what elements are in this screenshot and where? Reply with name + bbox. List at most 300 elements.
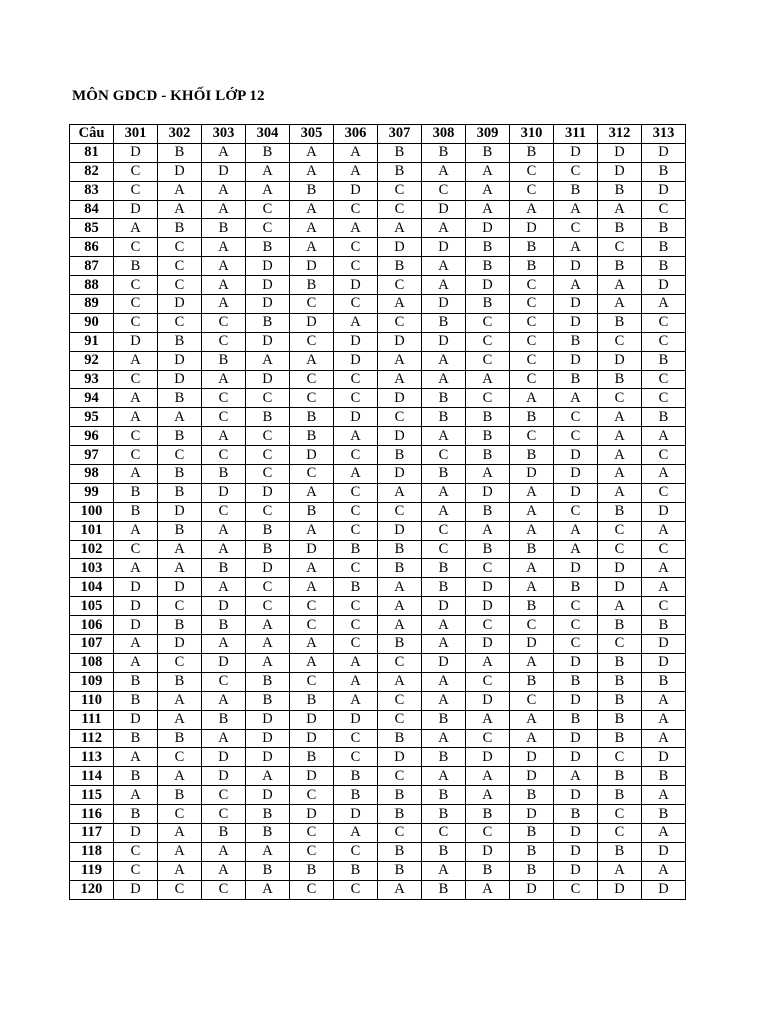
question-number: 116 xyxy=(70,805,114,824)
answer-cell: C xyxy=(202,332,246,351)
question-number: 90 xyxy=(70,313,114,332)
table-row xyxy=(70,653,686,672)
answer-cell: C xyxy=(290,389,334,408)
answer-cell: D xyxy=(422,295,466,314)
answer-cell: D xyxy=(114,200,158,219)
table-row xyxy=(70,672,686,691)
answer-cell: C xyxy=(290,880,334,899)
table-row xyxy=(70,861,686,880)
answer-cell: D xyxy=(378,748,422,767)
answer-cell: C xyxy=(466,332,510,351)
question-number: 96 xyxy=(70,427,114,446)
answer-cell: D xyxy=(334,181,378,200)
answer-cell: C xyxy=(642,446,686,465)
answer-cell: C xyxy=(114,427,158,446)
answer-cell: B xyxy=(598,502,642,521)
answer-cell: C xyxy=(598,389,642,408)
table-row xyxy=(70,842,686,861)
answer-cell: A xyxy=(422,691,466,710)
answer-cell: D xyxy=(334,710,378,729)
answer-cell: B xyxy=(158,616,202,635)
answer-cell: D xyxy=(598,162,642,181)
answer-cell: D xyxy=(378,238,422,257)
answer-cell: D xyxy=(554,729,598,748)
question-number: 83 xyxy=(70,181,114,200)
answer-cell: D xyxy=(246,729,290,748)
answer-cell: B xyxy=(334,861,378,880)
answer-cell: B xyxy=(246,540,290,559)
question-number: 93 xyxy=(70,370,114,389)
answer-cell: D xyxy=(114,880,158,899)
answer-cell: A xyxy=(642,823,686,842)
answer-cell: B xyxy=(422,578,466,597)
answer-cell: D xyxy=(598,880,642,899)
answer-cell: B xyxy=(378,861,422,880)
answer-cell: D xyxy=(510,805,554,824)
question-number: 115 xyxy=(70,786,114,805)
answer-cell: B xyxy=(510,257,554,276)
answer-cell: D xyxy=(246,786,290,805)
answer-cell: B xyxy=(114,691,158,710)
answer-cell: A xyxy=(290,559,334,578)
page-title: MÔN GDCD - KHỐI LỚP 12 xyxy=(72,88,265,104)
answer-cell: C xyxy=(202,880,246,899)
answer-cell: D xyxy=(114,616,158,635)
answer-cell: C xyxy=(114,370,158,389)
answer-cell: C xyxy=(114,313,158,332)
question-number: 99 xyxy=(70,483,114,502)
answer-cell: D xyxy=(334,351,378,370)
question-number: 103 xyxy=(70,559,114,578)
answer-cell: B xyxy=(114,483,158,502)
answer-cell: B xyxy=(246,805,290,824)
answer-cell: A xyxy=(378,351,422,370)
header-exam-code: 304 xyxy=(246,125,290,144)
answer-cell: B xyxy=(466,861,510,880)
answer-cell: B xyxy=(290,748,334,767)
answer-cell: B xyxy=(510,143,554,162)
table-row xyxy=(70,767,686,786)
answer-cell: D xyxy=(290,257,334,276)
answer-cell: D xyxy=(554,559,598,578)
answer-cell: D xyxy=(114,578,158,597)
answer-cell: D xyxy=(334,805,378,824)
answer-cell: B xyxy=(554,370,598,389)
answer-cell: A xyxy=(246,162,290,181)
answer-cell: B xyxy=(202,823,246,842)
answer-cell: A xyxy=(114,653,158,672)
answer-cell: A xyxy=(422,767,466,786)
answer-cell: C xyxy=(334,597,378,616)
answer-cell: C xyxy=(246,200,290,219)
table-row xyxy=(70,427,686,446)
answer-cell: B xyxy=(246,238,290,257)
table-row xyxy=(70,502,686,521)
answer-cell: A xyxy=(642,521,686,540)
table-row xyxy=(70,313,686,332)
answer-cell: B xyxy=(290,276,334,295)
answer-cell: B xyxy=(334,540,378,559)
answer-cell: C xyxy=(554,597,598,616)
answer-cell: D xyxy=(158,351,202,370)
answer-cell: D xyxy=(114,597,158,616)
answer-cell: A xyxy=(598,597,642,616)
answer-cell: C xyxy=(334,446,378,465)
answer-cell: C xyxy=(642,370,686,389)
answer-cell: B xyxy=(290,861,334,880)
answer-cell: B xyxy=(466,446,510,465)
table-row xyxy=(70,295,686,314)
answer-cell: A xyxy=(202,540,246,559)
answer-cell: A xyxy=(466,465,510,484)
answer-cell: A xyxy=(642,729,686,748)
answer-cell: B xyxy=(246,143,290,162)
answer-cell: B xyxy=(510,408,554,427)
table-row xyxy=(70,616,686,635)
answer-cell: A xyxy=(158,823,202,842)
answer-cell: B xyxy=(158,672,202,691)
answer-cell: A xyxy=(246,635,290,654)
question-number: 102 xyxy=(70,540,114,559)
answer-cell: A xyxy=(510,729,554,748)
answer-cell: B xyxy=(598,672,642,691)
answer-cell: D xyxy=(554,143,598,162)
answer-cell: B xyxy=(642,672,686,691)
answer-cell: A xyxy=(378,597,422,616)
answer-cell: A xyxy=(642,578,686,597)
answer-cell: B xyxy=(554,181,598,200)
answer-cell: C xyxy=(510,427,554,446)
answer-cell: B xyxy=(642,219,686,238)
answer-cell: D xyxy=(598,559,642,578)
answer-cell: C xyxy=(466,823,510,842)
answer-cell: A xyxy=(422,370,466,389)
answer-cell: A xyxy=(598,427,642,446)
answer-cell: B xyxy=(378,842,422,861)
answer-cell: A xyxy=(466,370,510,389)
answer-cell: A xyxy=(466,653,510,672)
answer-cell: B xyxy=(202,351,246,370)
answer-cell: C xyxy=(158,276,202,295)
table-row xyxy=(70,805,686,824)
answer-cell: B xyxy=(466,238,510,257)
answer-cell: C xyxy=(246,597,290,616)
answer-cell: C xyxy=(158,748,202,767)
answer-cell: B xyxy=(598,786,642,805)
answer-cell: A xyxy=(158,691,202,710)
answer-cell: A xyxy=(598,200,642,219)
answer-cell: A xyxy=(642,786,686,805)
answer-cell: B xyxy=(246,691,290,710)
table-row xyxy=(70,559,686,578)
answer-cell: C xyxy=(378,653,422,672)
answer-cell: C xyxy=(158,257,202,276)
answer-cell: D xyxy=(554,861,598,880)
answer-cell: D xyxy=(642,276,686,295)
answer-cell: A xyxy=(202,861,246,880)
answer-cell: A xyxy=(114,748,158,767)
answer-cell: B xyxy=(422,786,466,805)
answer-cell: B xyxy=(422,805,466,824)
answer-cell: C xyxy=(158,446,202,465)
answer-cell: A xyxy=(422,635,466,654)
answer-cell: B xyxy=(598,313,642,332)
answer-cell: A xyxy=(642,710,686,729)
answer-cell: B xyxy=(598,691,642,710)
answer-cell: A xyxy=(378,370,422,389)
table-header-row xyxy=(70,125,686,144)
answer-cell: A xyxy=(202,729,246,748)
answer-cell: D xyxy=(598,578,642,597)
answer-cell: B xyxy=(114,805,158,824)
answer-cell: A xyxy=(334,313,378,332)
answer-cell: A xyxy=(642,861,686,880)
answer-cell: D xyxy=(510,635,554,654)
answer-cell: B xyxy=(598,767,642,786)
answer-cell: A xyxy=(378,616,422,635)
answer-cell: D xyxy=(114,823,158,842)
answer-cell: B xyxy=(202,710,246,729)
answer-cell: B xyxy=(598,842,642,861)
answer-cell: B xyxy=(510,672,554,691)
answer-cell: A xyxy=(202,842,246,861)
answer-cell: B xyxy=(466,257,510,276)
answer-cell: D xyxy=(202,597,246,616)
answer-cell: D xyxy=(334,276,378,295)
answer-cell: B xyxy=(598,616,642,635)
question-number: 107 xyxy=(70,635,114,654)
answer-cell: A xyxy=(202,521,246,540)
answer-cell: B xyxy=(642,616,686,635)
answer-cell: A xyxy=(598,861,642,880)
answer-cell: B xyxy=(246,521,290,540)
answer-cell: B xyxy=(334,578,378,597)
answer-cell: B xyxy=(466,143,510,162)
question-number: 118 xyxy=(70,842,114,861)
question-number: 82 xyxy=(70,162,114,181)
header-exam-code: 311 xyxy=(554,125,598,144)
answer-cell: D xyxy=(510,767,554,786)
answer-cell: D xyxy=(642,748,686,767)
question-number: 111 xyxy=(70,710,114,729)
answer-cell: C xyxy=(334,295,378,314)
answer-cell: B xyxy=(642,257,686,276)
question-number: 86 xyxy=(70,238,114,257)
answer-cell: B xyxy=(510,842,554,861)
answer-cell: B xyxy=(378,446,422,465)
answer-cell: C xyxy=(642,313,686,332)
answer-cell: A xyxy=(554,276,598,295)
answer-cell: A xyxy=(422,483,466,502)
answer-cell: C xyxy=(378,767,422,786)
answer-cell: D xyxy=(290,540,334,559)
answer-cell: A xyxy=(290,578,334,597)
answer-cell: C xyxy=(642,200,686,219)
answer-cell: B xyxy=(158,786,202,805)
answer-cell: B xyxy=(246,823,290,842)
table-row xyxy=(70,483,686,502)
answer-cell: B xyxy=(422,313,466,332)
answer-cell: A xyxy=(114,521,158,540)
answer-cell: D xyxy=(598,143,642,162)
answer-cell: A xyxy=(466,880,510,899)
answer-cell: B xyxy=(378,805,422,824)
answer-cell: B xyxy=(334,767,378,786)
table-row xyxy=(70,880,686,899)
answer-cell: A xyxy=(202,295,246,314)
answer-cell: C xyxy=(378,691,422,710)
answer-cell: C xyxy=(466,313,510,332)
answer-cell: C xyxy=(510,691,554,710)
answer-cell: A xyxy=(290,351,334,370)
answer-cell: A xyxy=(510,502,554,521)
answer-cell: A xyxy=(466,162,510,181)
answer-cell: A xyxy=(422,861,466,880)
answer-cell: B xyxy=(422,408,466,427)
answer-cell: A xyxy=(246,767,290,786)
answer-cell: A xyxy=(290,238,334,257)
answer-cell: D xyxy=(466,635,510,654)
table-row xyxy=(70,143,686,162)
answer-cell: A xyxy=(510,578,554,597)
table-row xyxy=(70,465,686,484)
answer-cell: B xyxy=(422,559,466,578)
answer-cell: D xyxy=(158,578,202,597)
answer-cell: C xyxy=(246,219,290,238)
answer-cell: A xyxy=(334,162,378,181)
answer-cell: C xyxy=(466,672,510,691)
answer-cell: B xyxy=(114,257,158,276)
table-row xyxy=(70,786,686,805)
answer-cell: B xyxy=(378,143,422,162)
answer-cell: C xyxy=(334,389,378,408)
question-number: 92 xyxy=(70,351,114,370)
table-row xyxy=(70,238,686,257)
answer-cell: A xyxy=(290,162,334,181)
answer-cell: D xyxy=(466,691,510,710)
question-number: 87 xyxy=(70,257,114,276)
answer-cell: A xyxy=(334,691,378,710)
answer-cell: C xyxy=(114,276,158,295)
answer-cell: A xyxy=(554,238,598,257)
answer-cell: D xyxy=(466,483,510,502)
answer-cell: C xyxy=(158,313,202,332)
answer-cell: D xyxy=(202,653,246,672)
answer-cell: C xyxy=(334,729,378,748)
answer-cell: D xyxy=(422,200,466,219)
answer-cell: A xyxy=(554,767,598,786)
answer-cell: A xyxy=(334,427,378,446)
question-number: 117 xyxy=(70,823,114,842)
table-row xyxy=(70,521,686,540)
answer-cell: D xyxy=(290,805,334,824)
answer-cell: B xyxy=(422,465,466,484)
answer-cell: D xyxy=(510,465,554,484)
answer-cell: C xyxy=(290,842,334,861)
answer-cell: B xyxy=(554,672,598,691)
answer-cell: A xyxy=(334,672,378,691)
question-number: 109 xyxy=(70,672,114,691)
answer-cell: C xyxy=(114,181,158,200)
answer-cell: B xyxy=(642,767,686,786)
question-number: 110 xyxy=(70,691,114,710)
answer-cell: B xyxy=(378,786,422,805)
question-number: 112 xyxy=(70,729,114,748)
answer-cell: B xyxy=(598,729,642,748)
answer-cell: A xyxy=(466,710,510,729)
answer-cell: A xyxy=(158,181,202,200)
answer-cell: D xyxy=(554,313,598,332)
header-exam-code: 306 xyxy=(334,125,378,144)
table-row xyxy=(70,748,686,767)
answer-cell: A xyxy=(114,408,158,427)
table-row xyxy=(70,823,686,842)
answer-cell: B xyxy=(510,238,554,257)
answer-cell: C xyxy=(290,597,334,616)
answer-cell: B xyxy=(642,351,686,370)
question-number: 108 xyxy=(70,653,114,672)
answer-cell: C xyxy=(334,483,378,502)
answer-cell: D xyxy=(334,332,378,351)
answer-cell: A xyxy=(422,162,466,181)
answer-cell: C xyxy=(642,389,686,408)
answer-cell: B xyxy=(554,805,598,824)
answer-cell: C xyxy=(202,389,246,408)
answer-cell: C xyxy=(510,162,554,181)
answer-cell: A xyxy=(510,389,554,408)
answer-cell: A xyxy=(158,408,202,427)
answer-cell: C xyxy=(598,332,642,351)
answer-cell: B xyxy=(642,805,686,824)
answer-cell: A xyxy=(510,521,554,540)
table-row xyxy=(70,370,686,389)
answer-cell: B xyxy=(510,540,554,559)
answer-cell: A xyxy=(202,578,246,597)
answer-cell: C xyxy=(510,295,554,314)
answer-cell: D xyxy=(466,748,510,767)
answer-cell: B xyxy=(466,295,510,314)
answer-cell: D xyxy=(334,408,378,427)
answer-cell: D xyxy=(554,691,598,710)
question-number: 95 xyxy=(70,408,114,427)
answer-cell: A xyxy=(422,276,466,295)
answer-cell: A xyxy=(202,181,246,200)
answer-cell: C xyxy=(554,880,598,899)
answer-cell: C xyxy=(290,616,334,635)
answer-cell: D xyxy=(554,257,598,276)
answer-cell: B xyxy=(598,219,642,238)
question-number: 94 xyxy=(70,389,114,408)
answer-cell: C xyxy=(202,805,246,824)
answer-cell: A xyxy=(510,710,554,729)
question-number: 119 xyxy=(70,861,114,880)
answer-cell: D xyxy=(202,162,246,181)
answer-cell: A xyxy=(114,465,158,484)
answer-cell: A xyxy=(642,427,686,446)
answer-cell: A xyxy=(466,181,510,200)
answer-cell: B xyxy=(510,446,554,465)
answer-cell: C xyxy=(114,295,158,314)
header-exam-code: 305 xyxy=(290,125,334,144)
answer-cell: D xyxy=(158,370,202,389)
answer-cell: A xyxy=(422,616,466,635)
answer-cell: C xyxy=(334,616,378,635)
answer-cell: B xyxy=(554,332,598,351)
answer-cell: D xyxy=(246,710,290,729)
answer-cell: A xyxy=(158,540,202,559)
answer-cell: B xyxy=(598,257,642,276)
answer-cell: A xyxy=(378,672,422,691)
